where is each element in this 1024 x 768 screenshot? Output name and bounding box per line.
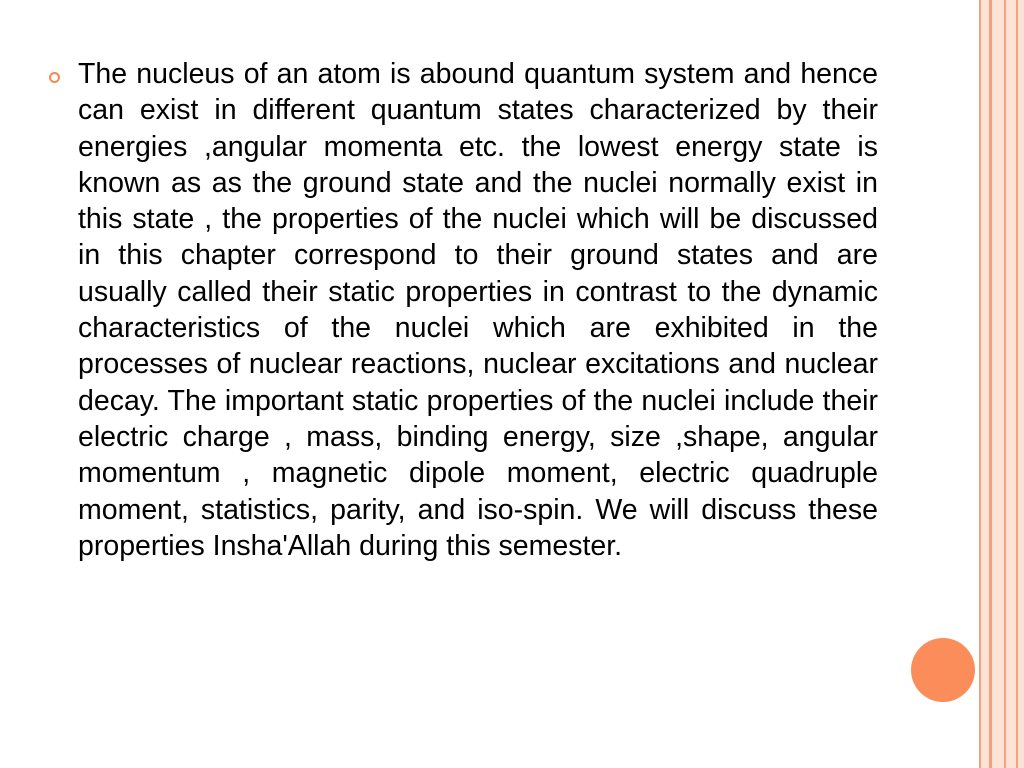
decorative-stripe — [1004, 0, 1006, 768]
body-paragraph: The nucleus of an atom is abound quantum system and hence can exist in different quantum states characterized by their energies ,angular momenta etc. the lowest energy state is known as as the ground state and the nuclei normally exist in this state , the properties of the nuclei which will be discussed in this chapter correspond to their ground states and are usually called their static properties in contrast to the dynamic characteristics of the nuclei which are exhibited in the processes of nuclear reactions, nuclear excitations and nuclear decay. The important static properties of the nuclei include their electric charge , mass, binding energy, size ,shape, angular momentum , magnetic dipole moment, electric quadruple moment, statistics, parity, and iso-spin. We will discuss these properties Insha'Allah during this semester. — [78, 58, 878, 562]
decorative-stripe — [979, 0, 981, 768]
decorative-stripe — [1016, 0, 1018, 768]
bullet-ring-icon — [49, 72, 60, 83]
decorative-stripe — [989, 0, 992, 768]
decorative-circle — [911, 638, 975, 702]
bullet-item — [46, 56, 878, 564]
slide-content — [46, 56, 878, 564]
